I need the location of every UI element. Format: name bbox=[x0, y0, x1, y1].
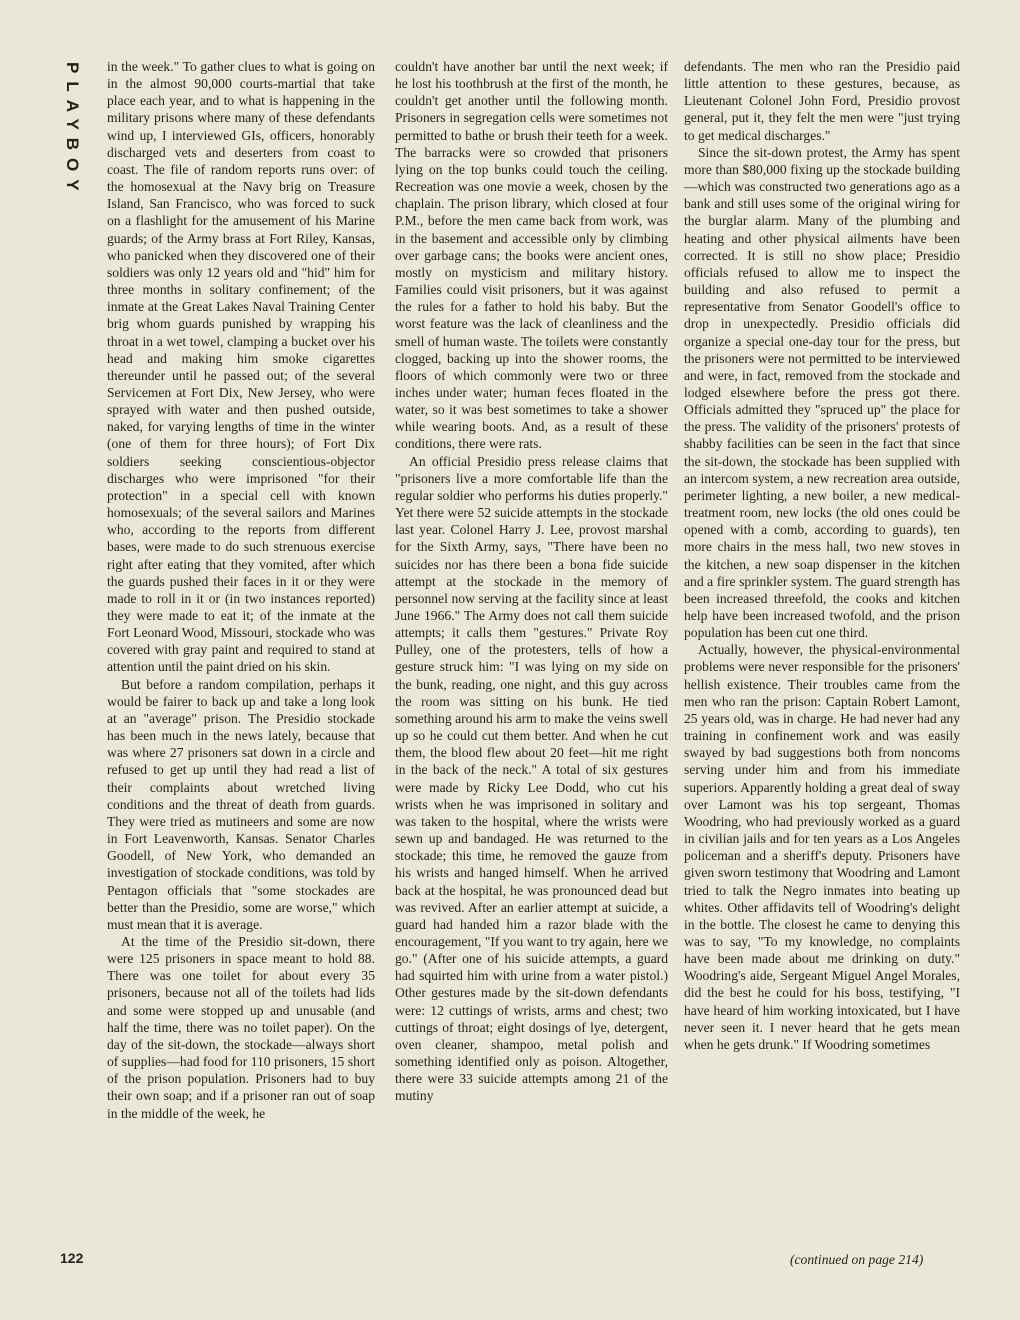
masthead-label: PLAYBOY bbox=[63, 62, 82, 199]
masthead bbox=[58, 62, 82, 222]
page-number: 122 bbox=[60, 1250, 84, 1266]
paragraph: Since the sit-down protest, the Army has spent more than $80,000 fixing up the stockade building—which was constructed two generations ago as a bank and still uses some of the original wiring for the burglar alarm. Many of the plumbing and heating and other physical ailments have been corrected. It is still no show place; Presidio officials refused to allow me to inspect the building and also refused to permit a representative from Senator Goodell's office to drop in unexpectedly. Presidio officials did organize a special one-day tour for the press, but the prisoners were not permitted to be interviewed and were, in fact, removed from the stockade and lodged elsewhere before the press got there. Officials admitted they "spruced up" the place for the press. The validity of the prisoners' protests of shabby facilities can be seen in the fact that since the sit-down, the stockade has been supplied with an intercom system, a new recreation area outside, perimeter lighting, a new boiler, a new medical-treatment room, new locks (the old ones could be opened with a comb, according to guards), ten more chairs in the mess hall, two new stoves in the kitchen, a new soap dispenser in the kitchen and a fire sprinkler system. The guard strength has been increased threefold, the cooks and kitchen help have been increased twofold, and the prison population has been cut one third. bbox=[684, 144, 960, 641]
paragraph: An official Presidio press release claims that "prisoners live a more comfortable life than the regular soldier who performs his duties properly." Yet there were 52 suicide attempts in the stockade last year. Colonel Harry J. Lee, provost marshal for the Sixth Army, says, "There have been no suicides nor has there been a bona fide suicide attempt at the stockade in the memory of personnel now serving at the facility since at least June 1966." The Army does not call them suicide attempts; it calls them "gestures." Private Roy Pulley, one of the protesters, tells of how a gesture struck him: "I was lying on my side on the bunk, reading, one night, and this guy across the room was sitting on his bunk. He tied something around his arm to make the veins swell up so he could cut them better. And when he cut them, the blood flew about 20 feet—hit me right in the back of the neck." A total of six gestures were made by Ricky Lee Dodd, who cut his wrists when he was imprisoned in solitary and was taken to the hospital, where the wrists were sewn up and bandaged. He was returned to the stockade; this time, he removed the gauze from his wrists and hanged himself. When he arrived back at the hospital, he was pronounced dead but was revived. After an earlier attempt at suicide, a guard had handed him a razor blade with the encouragement, "If you want to try again, here we go." (After one of his suicide attempts, a guard had squirted him with urine from a water pistol.) Other gestures made by the sit-down defendants were: 12 cuttings of wrists, arms and chest; two cuttings of throat; eight dosings of lye, detergent, oven cleaner, shampoo, metal polish and something identified only as poison. Altogether, there were 33 suicide attempts among 21 of the mutiny bbox=[395, 453, 668, 1104]
text-column-3 bbox=[684, 58, 960, 1053]
paragraph: Actually, however, the physical-environmental problems were never responsible for the prisoners' hellish existence. Their troubles came from the men who ran the prison: Captain Robert Lamont, 25 years old, was in charge. He had never had any training in confinement work and was easily swayed by bad suggestions both from noncoms serving under him and from his immediate superiors. Apparently holding a great deal of sway over Lamont was his top sergeant, Thomas Woodring, who had previously worked as a guard in civilian jails and for ten years as a Los Angeles policeman and a sheriff's deputy. Prisoners have given sworn testimony that Woodring and Lamont tried to talk the Negro inmates into beating up whites. Other affidavits tell of Woodring's delight in the bottle. The closest he came to denying this was to say, "To my knowledge, no complaints have been made about me drinking on duty." Woodring's aide, Sergeant Miguel Angel Morales, did the best he could for his boss, testifying, "I have heard of him working intoxicated, but I have never seen it. I never heard that he gets mean when he gets drunk." If Woodring sometimes bbox=[684, 642, 960, 1052]
text-column-2 bbox=[395, 58, 668, 1105]
continuation-note: (continued on page 214) bbox=[790, 1252, 924, 1267]
paragraph: At the time of the Presidio sit-down, there were 125 prisoners in space meant to hold 88. There was one toilet for about every 35 prisoners, because not all of the toilets had lids and some were stopped up and unusable (and half the time, there was no toilet paper). On the day of the sit-down, the stockade—always short of supplies—had food for 110 prisoners, 15 short of the prison population. Prisoners had to buy their own soap; and if a prisoner ran out of soap in the middle of the week, he bbox=[107, 933, 375, 1121]
paragraph: But before a random compilation, perhaps it would be fairer to back up and take a long look at an "average" prison. The Presidio stockade has been much in the news lately, because that was where 27 prisoners sat down in a circle and refused to get up until they had read a list of their complaints about wretched living conditions and the threat of death from guards. They were tried as mutineers and some are now in Fort Leavenworth, Kansas. Senator Charles Goodell, of New York, who demanded an investigation of stockade conditions, was told by Pentagon officials that "some stockades are better than the Presidio, some are worse," which must mean that it is average. bbox=[107, 676, 375, 932]
paragraph: in the week." To gather clues to what is going on in the almost 90,000 courts-martial that take place each year, and to what is happening in the military prisons where many of these defendants wind up, I interviewed GIs, officers, honorably discharged vets and deserters from coast to coast. The file of random reports runs over: of the homosexual at the Navy brig on Treasure Island, San Francisco, who was forced to suck on a flashlight for the amusement of his Marine guards; of the Army brass at Fort Riley, Kansas, who panicked when they discovered one of their soldiers was only 12 years old and "hid" him for three months in solitary confinement; of the inmate at the Great Lakes Naval Training Center brig whom guards punished by wrapping his throat in a wet towel, clamping a bucket over his head and making him smoke cigarettes thereunder until he passed out; of the several Servicemen at Fort Dix, New Jersey, who were sprayed with water and then pushed outside, naked, for varying lengths of time in the winter (one of them for three hours); of Fort Dix soldiers seeking conscientious-objector discharges who were imprisoned "for their protection" in a special cell with known homosexuals; of the several sailors and Marines who, according to the reports from different bases, were made to do such strenuous exercise right after eating that they vomited, after which the guards pushed their faces in it or they were made to roll in it or (in two instances reported) they were made to eat it; of the inmate at the Fort Leonard Wood, Missouri, stockade who was covered with gray paint and required to stand at attention until the paint dried on his skin. bbox=[107, 59, 375, 675]
text-column-1 bbox=[107, 58, 375, 1122]
paragraph: couldn't have another bar until the next week; if he lost his toothbrush at the first of the month, he couldn't get another until the following month. Prisoners in segregation cells were sometimes not permitted to bathe or brush their teeth for a week. The barracks were so crowded that prisoners lying on the top bunks could touch the ceiling. Recreation was one movie a week, chosen by the chaplain. The prison library, which closed at four P.M., before the men came back from work, was in the basement and accessible only by climbing over garbage cans; the books were ancient ones, mostly on mysticism and military history. Families could visit prisoners, but it was against the rules for a father to hold his baby. But the worst feature was the lack of cleanliness and the smell of human waste. The toilets were constantly clogged, backing up into the shower rooms, the floors of which commonly were two or three inches under water; human feces floated in the water, so it was best sometimes to take a shower while wearing boots. And, as a result of these conditions, there were rats. bbox=[395, 59, 668, 452]
paragraph: defendants. The men who ran the Presidio paid little attention to these gestures, because, as Lieutenant Colonel John Ford, Presidio provost general, put it, they felt the men were "just trying to get medical discharges." bbox=[684, 59, 960, 143]
